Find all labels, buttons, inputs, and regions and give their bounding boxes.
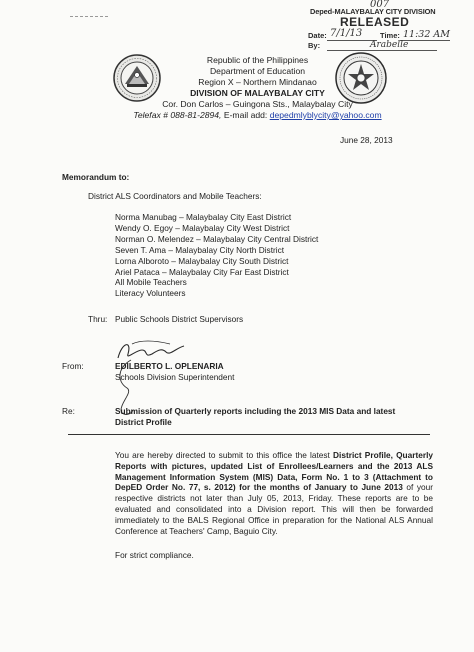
memo-to-intro: District ALS Coordinators and Mobile Teachers: — [88, 191, 262, 201]
recipient-item: Wendy O. Egoy – Malaybalay City West District — [115, 222, 290, 233]
stamp-date-label: Date: — [308, 31, 327, 40]
letterhead-email-label: E-mail add: — [221, 110, 270, 120]
release-stamp — [300, 0, 474, 55]
recipient-item: Literacy Volunteers — [115, 288, 186, 299]
body-paragraph — [115, 450, 433, 536]
body-text-intro: You are hereby directed to submit to this office the latest — [115, 450, 334, 460]
stamp-time-label: Time: — [380, 31, 400, 40]
memo-heading: Memorandum to: — [62, 172, 130, 182]
closing-line: For strict compliance. — [115, 550, 194, 560]
letterhead-contact — [110, 110, 405, 121]
letterhead-address: Cor. Don Carlos – Guingona Sts., Malaybalay City — [162, 99, 353, 109]
thru-label: Thru: — [88, 314, 108, 324]
from-title: Schools Division Superintendent — [115, 372, 235, 382]
letterhead-line-1: Republic of the Philippines — [206, 55, 309, 65]
re-subject-line-1: Submission of Quarterly reports including the 2013 MIS Data and latest — [115, 406, 396, 416]
recipient-item: Seven T. Ama – Malaybalay City North District — [115, 244, 285, 255]
recipient-item: Norman O. Melendez – Malaybalay City Central District — [115, 233, 319, 244]
letterhead-email-link[interactable]: depedmlyblycity@yahoo.com — [269, 110, 382, 120]
subject-divider — [68, 434, 430, 435]
re-subject-line-2: District Profile — [115, 417, 172, 427]
body-text-rest: of your respective districts not later than July 05, 2013, Friday. These reports are to be evaluated and consolidated into a Division report. This will then be forwarded immediately to the BALS Regional Office in preparation for the National ALS Annual Conference at Teachers' Camp, Baguio City. — [115, 482, 433, 536]
stamp-by-label: By: — [308, 41, 321, 50]
thru-value: Public Schools District Supervisors — [115, 314, 244, 324]
letterhead-line-3: Region X – Northern Mindanao — [198, 77, 317, 87]
from-name: EDILBERTO L. OPLENARIA — [115, 361, 224, 371]
re-label: Re: — [62, 406, 75, 416]
recipient-list — [115, 212, 318, 299]
memo-date: June 28, 2013 — [340, 135, 393, 145]
stamp-by-line — [327, 50, 437, 51]
stamp-status: RELEASED — [340, 15, 410, 29]
recipient-item: Lorna Alboroto – Malaybalay City South District — [115, 255, 289, 266]
body-text-emphasis: District Profile, Quarterly Reports with pictures, updated List of Enrollees/Learners and the 2013 ALS Management Information System (MIS) Data, Form No. 1 to 3 (Attachment to DepED Order No. 77, s. 2012) for the months of January to June 2013 — [115, 450, 433, 493]
recipient-item: All Mobile Teachers — [115, 277, 187, 288]
stamp-time-value: 11:32 AM — [403, 29, 450, 40]
stamp-org: Deped-MALAYBALAY CITY DIVISION — [310, 7, 436, 16]
letterhead-telefax: Telefax # 088-81-2894, — [133, 110, 222, 120]
stamp-by-value: Arabelle — [370, 40, 409, 50]
stamp-note: 007 — [370, 0, 390, 10]
from-label: From: — [62, 361, 84, 371]
stamp-date-value: 7/1/13 — [330, 28, 363, 39]
recipient-item: Norma Manubag – Malaybalay City East District — [115, 212, 292, 222]
recipient-item: Ariel Pataca – Malaybalay City Far East District — [115, 266, 289, 277]
scan-mark — [70, 16, 108, 18]
letterhead-division: DIVISION OF MALAYBALAY CITY — [190, 88, 325, 98]
letterhead-line-2: Department of Education — [209, 66, 306, 76]
division-seal-icon — [113, 54, 161, 102]
